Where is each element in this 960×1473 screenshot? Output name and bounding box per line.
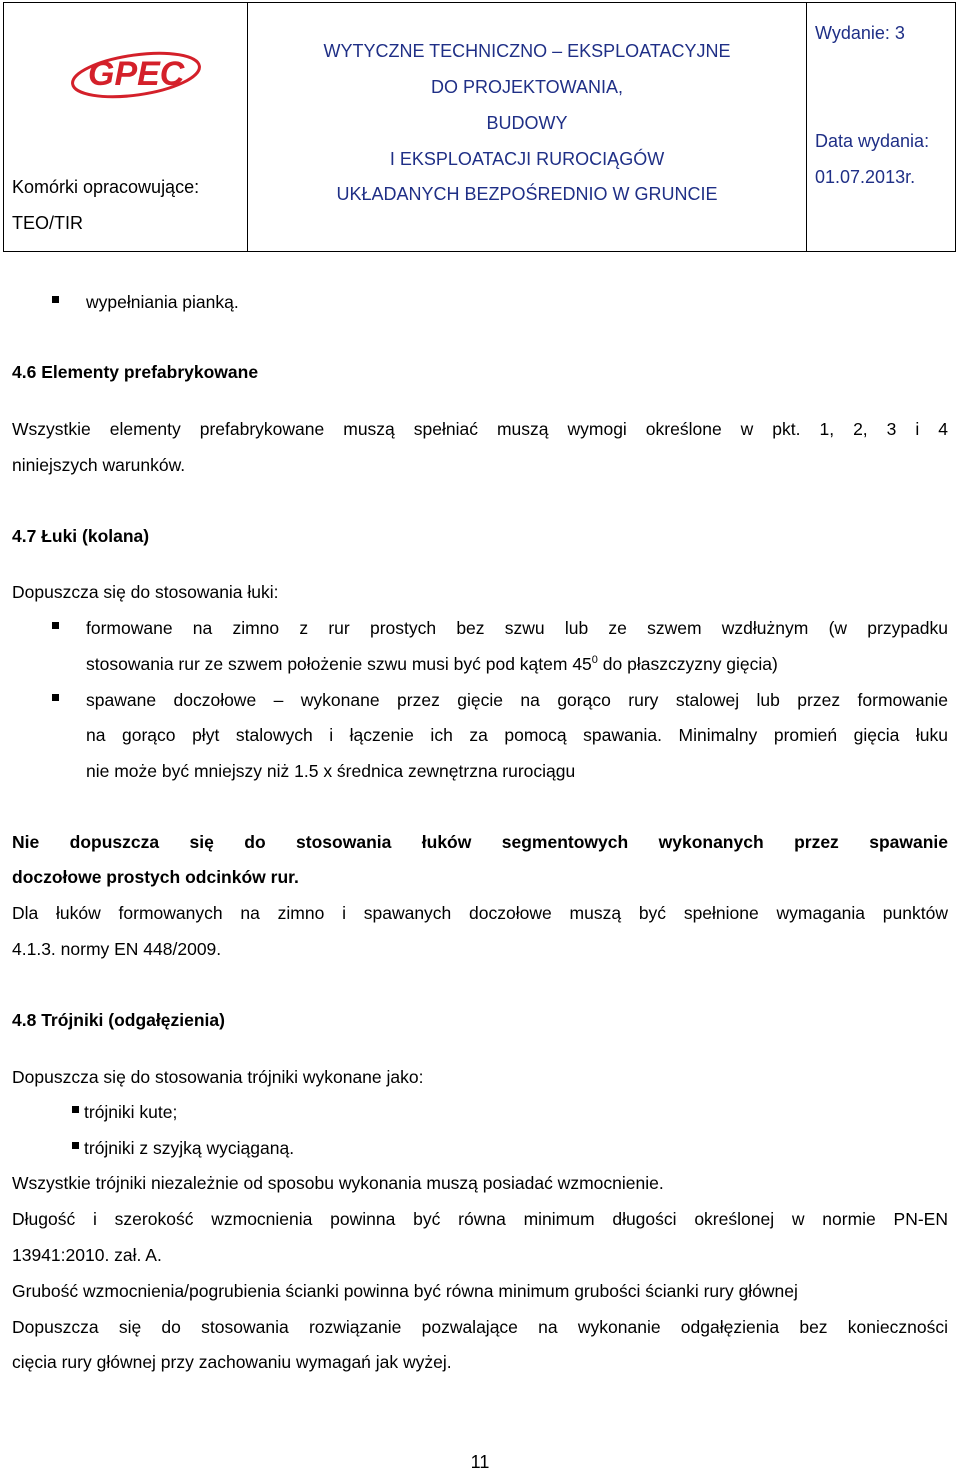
logo-text: GPEC	[88, 55, 185, 93]
s48-paragraph1: Wszystkie trójniki niezależnie od sposobu wykonania muszą posiadać wzmocnienie.	[12, 1173, 664, 1193]
section-4-6-heading: 4.6 Elementy prefabrykowane	[12, 362, 259, 382]
edition: Wydanie: 3	[815, 23, 905, 43]
page-number: 11	[470, 1452, 490, 1472]
document-header	[3, 2, 956, 252]
s47-paragraph2-line2: 4.1.3. normy EN 448/2009.	[12, 939, 222, 959]
s47-paragraph2-line1: Dla łuków formowanych na zimno i spawanych doczołowe muszą być spełnione wymagania punktów	[12, 903, 948, 923]
s47-bold-line1: Nie dopuszcza się do stosowania łuków segmentowych wykonanych przez spawanie	[12, 832, 948, 852]
section-4-7-heading: 4.7 Łuki (kolana)	[12, 526, 150, 546]
section-4-8-heading: 4.8 Trójniki (odgałęzienia)	[12, 1010, 225, 1030]
units-label: Komórki opracowujące:	[12, 177, 200, 197]
s47-bullet2-line2: na gorąco płyt stalowych i łączenie ich za pomocą spawania. Minimalny promień gięcia łuku	[86, 725, 948, 745]
s46-paragraph-line1: Wszystkie elementy prefabrykowane muszą spełniać muszą wymogi określone w pkt. 1, 2, 3 i 4	[12, 419, 948, 439]
bullet-foam: wypełniania pianką.	[86, 292, 239, 312]
s48-paragraph3: Grubość wzmocnienia/pogrubienia ścianki powinna być równa minimum grubości ścianki rury głównej	[12, 1281, 798, 1301]
header-right-cell	[807, 3, 957, 251]
date-value: 01.07.2013r.	[815, 167, 916, 187]
bullet-square-icon	[52, 296, 59, 303]
bullet-square-icon	[52, 622, 59, 629]
units-value: TEO/TIR	[12, 213, 83, 233]
gpec-logo	[66, 49, 206, 99]
s46-paragraph-line2: niniejszych warunków.	[12, 455, 186, 475]
s48-paragraph4-line1: Dopuszcza się do stosowania rozwiązanie pozwalające na wykonanie odgałęzienia bez konieczności	[12, 1317, 948, 1337]
s48-paragraph2-line2: 13941:2010. zał. A.	[12, 1245, 162, 1265]
title-line-1: WYTYCZNE TECHNICZNO – EKSPLOATACYJNE	[323, 41, 731, 61]
s48-intro: Dopuszcza się do stosowania trójniki wykonane jako:	[12, 1067, 424, 1087]
title-line-3: BUDOWY	[486, 113, 568, 133]
s48-bullet2: trójniki z szyjką wyciąganą.	[84, 1138, 295, 1158]
s47-bullet1-line1: formowane na zimno z rur prostych bez szwu lub ze szwem wzdłużnym (w przypadku	[86, 618, 948, 638]
header-title-cell	[248, 3, 807, 251]
s47-bullet1-line2b: do płaszczyzny gięcia)	[597, 654, 778, 674]
s47-bold-line2: doczołowe prostych odcinków rur.	[12, 867, 299, 887]
bullet-square-icon	[72, 1106, 79, 1113]
s48-bullet1: trójniki kute;	[84, 1102, 178, 1122]
title-line-5: UKŁADANYCH BEZPOŚREDNIO W GRUNCIE	[336, 184, 718, 204]
s47-bullet1-line2a: stosowania rur ze szwem położenie szwu musi być pod kątem 45	[86, 654, 592, 674]
date-label: Data wydania:	[815, 131, 930, 151]
s47-bullet2-line3: nie może być mniejszy niż 1.5 x średnica zewnętrzna rurociągu	[86, 761, 576, 781]
title-line-2: DO PROJEKTOWANIA,	[430, 77, 624, 97]
s48-paragraph2-line1: Długość i szerokość wzmocnienia powinna być równa minimum długości określonej w normie PN-EN	[12, 1209, 948, 1229]
s47-intro: Dopuszcza się do stosowania łuki:	[12, 582, 279, 602]
s47-bullet1-line2	[86, 646, 948, 682]
header-left-cell	[4, 3, 248, 251]
s47-bullet2-line1: spawane doczołowe – wykonane przez gięcie na gorąco rury stalowej lub przez formowanie	[86, 690, 948, 710]
title-line-4: I EKSPLOATACJI RUROCIĄGÓW	[389, 149, 665, 169]
bullet-square-icon	[72, 1142, 79, 1149]
bullet-square-icon	[52, 694, 59, 701]
degree-superscript: 0	[591, 654, 598, 667]
s48-paragraph4-line2: cięcia rury głównej przy zachowaniu wymagań jak wyżej.	[12, 1352, 452, 1372]
